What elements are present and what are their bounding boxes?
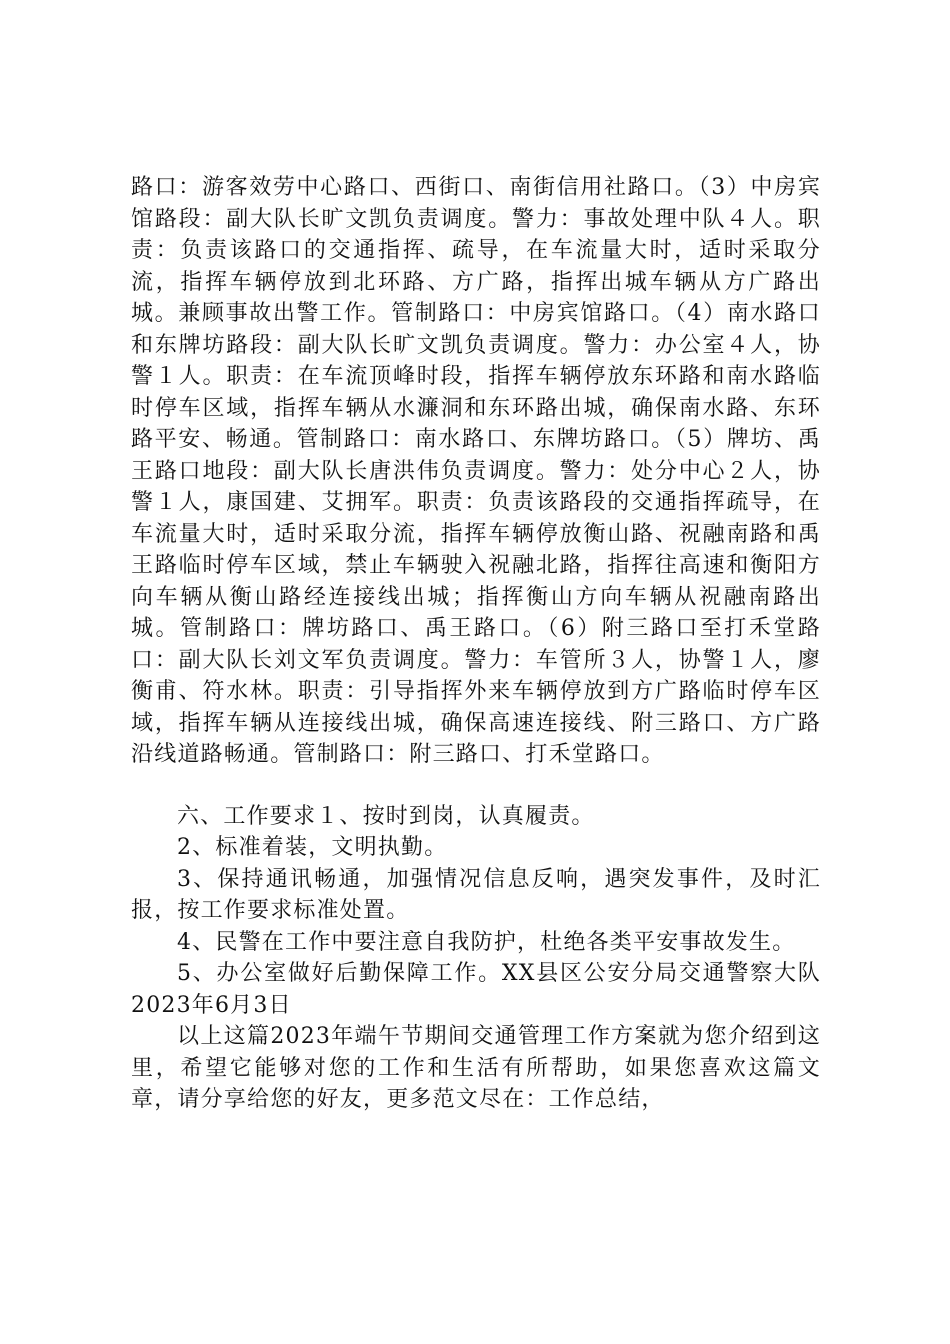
paragraph-requirement-5-signature: 5、办公室做好后勤保障工作。XX县区公安分局交通警察大队2023年6月3日 bbox=[131, 961, 821, 1018]
paragraph-traffic-sections: 路口：游客效劳中心路口、西街口、南街信用社路口。（3）中房宾馆路段：副大队长旷文凯负责调度。警力：事故处理中队４人。职责：负责该路口的交通指挥、疏导，在车流量大时，适时采取分流，指挥车辆停放到北环路、方广路，指挥出城车辆从方广路出城。兼顾事故出警工作。管制路口：中房宾馆路口。（4）南水路口和东牌坊路段：副大队长旷文凯负责调度。警力：办公室４人，协警１人。职责：在车流顶峰时段，指挥车辆停放东环路和南水路临时停车区域，指挥车辆从水濂洞和东环路出城，确保南水路、东环路平安、畅通。管制路口：南水路口、东牌坊路口。（5）牌坊、禹王路口地段：副大队长唐洪伟负责调度。警力：处分中心２人，协警１人，康国建、艾拥军。职责：负责该路段的交通指挥疏导，在车流量大时，适时采取分流，指挥车辆停放衡山路、祝融南路和禹王路临时停车区域，禁止车辆驶入祝融北路，指挥往高速和衡阳方向车辆从衡山路经连接线出城；指挥衡山方向车辆从祝融南路出城。管制路口：牌坊路口、禹王路口。（6）附三路口至打禾堂路口：副大队长刘文军负责调度。警力：车管所３人，协警１人，廖衡甫、符水林。职责：引导指挥外来车辆停放到方广路临时停车区域，指挥车辆从连接线出城，确保高速连接线、附三路口、方广路沿线道路畅通。管制路口：附三路口、打禾堂路口。 bbox=[131, 175, 821, 767]
paragraph-work-requirements: 六、工作要求１、按时到岗，认真履责。 bbox=[177, 803, 595, 829]
paragraph-requirement-3: 3、保持通讯畅通，加强情况信息反响，遇突发事件，及时汇报，按工作要求标准处置。 bbox=[131, 866, 821, 923]
paragraph-requirement-2: 2、标准着装，文明执勤。 bbox=[177, 835, 448, 860]
document-body bbox=[131, 172, 821, 1116]
paragraph-requirement-4: 4、民警在工作中要注意自我防护，杜绝各类平安事故发生。 bbox=[177, 929, 796, 955]
paragraph-closing-note: 以上这篇2023年端午节期间交通管理工作方案就为您介绍到这里，希望它能够对您的工作和生活有所帮助，如果您喜欢这篇文章，请分享给您的好友，更多范文尽在：工作总结， bbox=[131, 1024, 821, 1112]
paragraph-spacer bbox=[131, 771, 821, 801]
